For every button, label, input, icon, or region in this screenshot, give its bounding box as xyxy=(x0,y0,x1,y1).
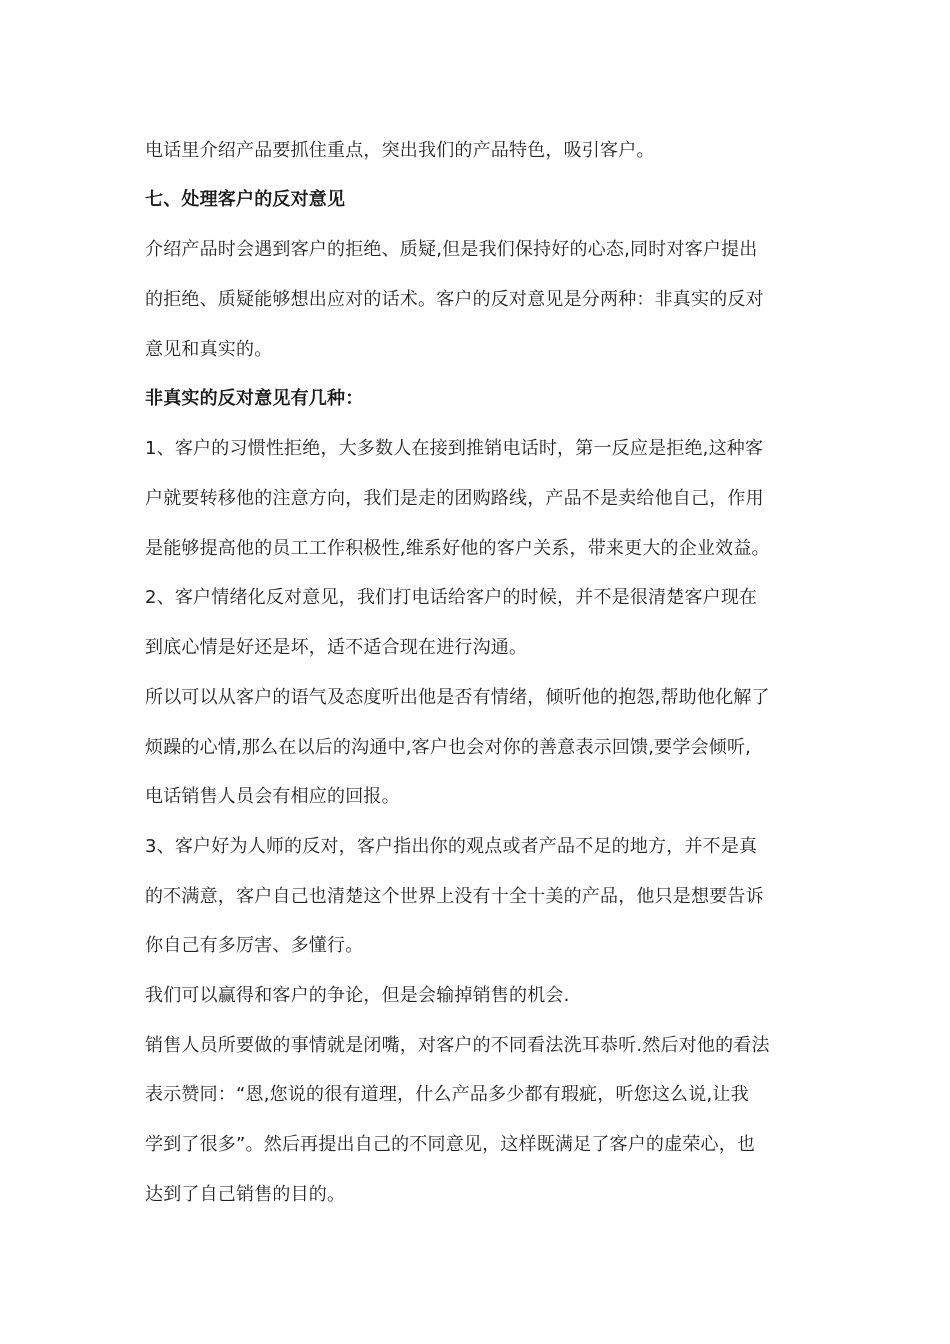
paragraph-line: 3、客户好为人师的反对，客户指出你的观点或者产品不足的地方，并不是真 xyxy=(145,836,758,857)
paragraph-line: 学到了很多”。然后再提出自己的不同意见，这样既满足了客户的虚荣心，也 xyxy=(145,1134,756,1155)
subheading: 非真实的反对意见有几种： xyxy=(145,388,364,409)
paragraph-line: 的拒绝、质疑能够想出应对的话术。客户的反对意见是分两种：非真实的反对 xyxy=(145,289,764,310)
paragraph-line: 达到了自己销售的目的。 xyxy=(145,1184,346,1205)
paragraph-line: 所以可以从客户的语气及态度听出他是否有情绪，倾听他的抱怨,帮助他化解了 xyxy=(145,687,770,708)
paragraph-line: 意见和真实的。 xyxy=(145,339,273,360)
paragraph-line: 户就要转移他的注意方向，我们是走的团购路线，产品不是卖给他自己，作用 xyxy=(145,488,764,509)
paragraph-line: 我们可以赢得和客户的争论，但是会输掉销售的机会. xyxy=(145,985,570,1006)
paragraph-line: 2、客户情绪化反对意见，我们打电话给客户的时候，并不是很清楚客户现在 xyxy=(145,587,758,608)
paragraph-line: 销售人员所要做的事情就是闭嘴，对客户的不同看法洗耳恭听.然后对他的看法 xyxy=(145,1035,770,1056)
paragraph-line: 你自己有多厉害、多懂行。 xyxy=(145,935,364,956)
section-heading: 七、处理客户的反对意见 xyxy=(145,189,346,210)
paragraph-line: 介绍产品时会遇到客户的拒绝、质疑,但是我们保持好的心态,同时对客户提出 xyxy=(145,239,758,260)
paragraph-line: 烦躁的心情,那么在以后的沟通中,客户也会对你的善意表示回馈,要学会倾听, xyxy=(145,737,752,758)
paragraph-line: 电话里介绍产品要抓住重点，突出我们的产品特色，吸引客户。 xyxy=(145,140,655,161)
paragraph-line: 的不满意，客户自己也清楚这个世界上没有十全十美的产品，他只是想要告诉 xyxy=(145,886,764,907)
paragraph-line: 表示赞同：“恩,您说的很有道理，什么产品多少都有瑕疵，听您这么说,让我 xyxy=(145,1084,749,1105)
paragraph-line: 1、客户的习惯性拒绝，大多数人在接到推销电话时，第一反应是拒绝,这种客 xyxy=(145,438,764,459)
paragraph-line: 到底心情是好还是坏，适不适合现在进行沟通。 xyxy=(145,637,528,658)
paragraph-line: 电话销售人员会有相应的回报。 xyxy=(145,786,400,807)
paragraph-line: 是能够提高他的员工工作积极性,维系好他的客户关系，带来更大的企业效益。 xyxy=(145,538,770,559)
